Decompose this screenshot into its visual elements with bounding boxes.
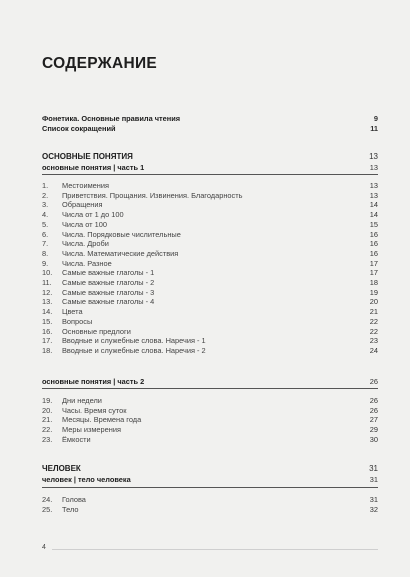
page-title: СОДЕРЖАНИЕ xyxy=(42,55,158,72)
toc-entry[interactable] xyxy=(42,327,378,337)
entry-label: Голова xyxy=(62,495,86,504)
toc-entry[interactable] xyxy=(42,288,378,298)
entry-page: 17 xyxy=(369,268,378,278)
toc-entry[interactable] xyxy=(42,278,378,288)
section-heading-basic-concepts[interactable] xyxy=(42,152,378,162)
toc-entry[interactable] xyxy=(42,346,378,356)
entry-page: 21 xyxy=(369,307,378,317)
entry-page: 30 xyxy=(369,434,378,444)
subsection-heading-part1[interactable] xyxy=(42,163,378,173)
entry-number: 5. xyxy=(42,219,49,229)
entry-number: 1. xyxy=(42,181,49,190)
entry-page: 23 xyxy=(369,336,378,346)
toc-entry[interactable] xyxy=(42,210,378,220)
toc-entry[interactable] xyxy=(42,435,378,445)
entry-page: 31 xyxy=(369,495,378,504)
entry-label: Самые важные глаголы - 2 xyxy=(62,278,155,287)
entry-label: Цвета xyxy=(62,307,83,317)
entry-page: 22 xyxy=(369,326,378,336)
subsection-label: основные понятия | часть 2 xyxy=(42,377,145,386)
entry-number: 13. xyxy=(42,297,53,307)
entry-label: Самые важные глаголы - 4 xyxy=(62,297,155,307)
entry-page: 19 xyxy=(369,287,378,297)
entry-label: Местоимения xyxy=(62,181,109,190)
section-divider xyxy=(42,388,378,389)
entry-label: Меры измерения xyxy=(62,425,121,435)
toc-entry[interactable] xyxy=(42,181,378,191)
entry-label: Числа от 100 xyxy=(62,219,107,229)
subsection-heading-body[interactable] xyxy=(42,475,378,485)
toc-entry[interactable] xyxy=(42,220,378,230)
entry-number: 9. xyxy=(42,258,49,268)
entry-page: 17 xyxy=(369,258,378,268)
entry-label: Числа. Математические действия xyxy=(62,248,179,258)
section-heading-label: ЧЕЛОВЕК xyxy=(42,464,81,473)
section-heading-human[interactable] xyxy=(42,464,378,474)
entry-number: 18. xyxy=(42,345,53,355)
entry-page: 27 xyxy=(369,415,378,425)
section-heading-page: 31 xyxy=(369,464,378,473)
entry-page: 13 xyxy=(369,181,378,190)
entry-number: 10. xyxy=(42,268,53,278)
entry-number: 14. xyxy=(42,307,53,317)
entry-number: 17. xyxy=(42,336,53,346)
page-number: 4 xyxy=(42,544,46,551)
toc-entry[interactable] xyxy=(42,505,378,515)
entry-page: 13 xyxy=(369,190,378,200)
entry-number: 4. xyxy=(42,210,49,220)
toc-entry[interactable] xyxy=(42,239,378,249)
entry-number: 11. xyxy=(42,278,52,287)
entry-page: 9 xyxy=(373,114,378,123)
toc-entry[interactable] xyxy=(42,268,378,278)
entry-label: Числа. Порядковые числительные xyxy=(62,229,181,239)
toc-entry[interactable] xyxy=(42,317,378,327)
entry-label: Вводные и служебные слова. Наречия - 1 xyxy=(62,336,206,346)
toc-entry[interactable] xyxy=(42,495,378,505)
entry-number: 25. xyxy=(42,504,53,514)
toc-entry[interactable] xyxy=(42,297,378,307)
toc-entry[interactable] xyxy=(42,230,378,240)
entry-page: 26 xyxy=(369,405,378,415)
entry-label: Ёмкости xyxy=(62,434,91,444)
entry-page: 15 xyxy=(369,219,378,229)
entry-number: 8. xyxy=(42,248,49,258)
toc-entry[interactable] xyxy=(42,307,378,317)
entry-label: Список сокращений xyxy=(42,124,116,133)
section-divider xyxy=(42,174,378,175)
entry-page: 14 xyxy=(369,200,378,210)
entry-page: 29 xyxy=(369,425,378,435)
subsection-page: 31 xyxy=(369,475,378,484)
entry-number: 20. xyxy=(42,405,53,415)
entry-label: Вводные и служебные слова. Наречия - 2 xyxy=(62,345,206,355)
entry-number: 21. xyxy=(42,415,53,425)
entry-page: 32 xyxy=(369,504,378,514)
footer-divider xyxy=(52,549,378,550)
subsection-label: основные понятия | часть 1 xyxy=(42,163,145,172)
toc-entry[interactable] xyxy=(42,415,378,425)
subsection-page: 26 xyxy=(369,377,378,386)
entry-page: 20 xyxy=(369,297,378,307)
toc-entry[interactable] xyxy=(42,259,378,269)
toc-entry[interactable] xyxy=(42,406,378,416)
toc-entry[interactable] xyxy=(42,249,378,259)
entry-number: 7. xyxy=(42,239,49,249)
entry-number: 6. xyxy=(42,229,49,239)
entry-number: 19. xyxy=(42,396,53,405)
toc-entry[interactable] xyxy=(42,396,378,406)
entry-page: 18 xyxy=(369,278,378,287)
toc-entry[interactable] xyxy=(42,425,378,435)
entry-page: 16 xyxy=(369,239,378,249)
entry-number: 15. xyxy=(42,316,53,326)
section-heading-label: ОСНОВНЫЕ ПОНЯТИЯ xyxy=(42,152,133,161)
subsection-page: 13 xyxy=(369,163,378,172)
entry-page: 14 xyxy=(369,210,378,220)
section-divider xyxy=(42,487,378,488)
toc-entry[interactable] xyxy=(42,200,378,210)
entry-page: 16 xyxy=(369,229,378,239)
entry-number: 24. xyxy=(42,495,53,504)
entry-label: Обращения xyxy=(62,200,103,210)
entry-label: Дни недели xyxy=(62,396,102,405)
entry-page: 26 xyxy=(369,396,378,405)
entry-page: 22 xyxy=(369,316,378,326)
entry-label: Числа. Разное xyxy=(62,258,112,268)
entry-page: 16 xyxy=(369,248,378,258)
toc-entry[interactable] xyxy=(42,191,378,201)
entry-label: Тело xyxy=(62,504,79,514)
toc-entry[interactable] xyxy=(42,336,378,346)
toc-entry-abbreviations[interactable] xyxy=(42,124,378,134)
entry-label: Вопросы xyxy=(62,316,93,326)
subsection-label: человек | тело человека xyxy=(42,475,131,484)
entry-number: 12. xyxy=(42,287,53,297)
entry-page: 24 xyxy=(369,345,378,355)
entry-label: Самые важные глаголы - 3 xyxy=(62,287,155,297)
entry-label: Числа. Дроби xyxy=(62,239,109,249)
section-heading-page: 13 xyxy=(369,152,378,161)
entry-number: 2. xyxy=(42,190,49,200)
entry-number: 3. xyxy=(42,200,49,210)
entry-page: 11 xyxy=(370,124,378,133)
entry-label: Часы. Время суток xyxy=(62,405,127,415)
entry-label: Месяцы. Времена года xyxy=(62,415,142,425)
subsection-heading-part2[interactable] xyxy=(42,377,378,387)
entry-label: Основные предлоги xyxy=(62,326,131,336)
entry-label: Приветствия. Прощания. Извинения. Благодарность xyxy=(62,190,243,200)
entry-number: 22. xyxy=(42,425,53,435)
toc-entry-phonetics[interactable] xyxy=(42,114,378,124)
entry-label: Числа от 1 до 100 xyxy=(62,210,124,220)
entry-number: 16. xyxy=(42,326,53,336)
entry-number: 23. xyxy=(42,434,53,444)
entry-label: Самые важные глаголы - 1 xyxy=(62,268,155,278)
entry-label: Фонетика. Основные правила чтения xyxy=(42,114,181,123)
